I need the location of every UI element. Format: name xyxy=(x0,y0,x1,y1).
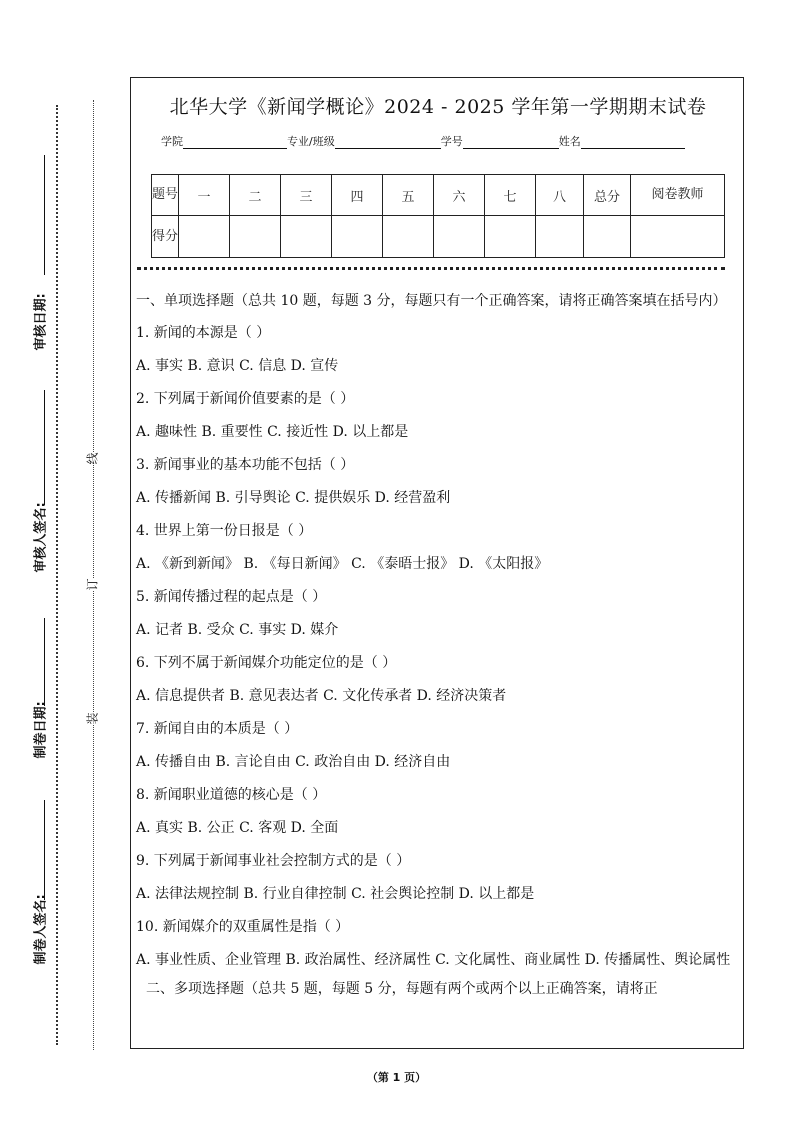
score-label: 得分 xyxy=(152,216,179,258)
reviewer-signature-line xyxy=(44,390,45,505)
question-options: A. 记者 B. 受众 C. 事实 D. 媒介 xyxy=(136,622,339,638)
review-date-label: 审核日期: xyxy=(33,293,49,351)
question: 4. 世界上第一份日报是（ ） xyxy=(136,523,313,539)
question: 9. 下列属于新闻事业社会控制方式的是（ ） xyxy=(136,853,411,869)
student-id-label: 学号 xyxy=(440,135,463,148)
col-header: 五 xyxy=(383,175,434,216)
col-header-total: 总分 xyxy=(584,175,631,216)
question-options: A. 真实 B. 公正 C. 客观 D. 全面 xyxy=(136,820,339,836)
col-header: 四 xyxy=(332,175,383,216)
student-id-field[interactable] xyxy=(463,136,559,149)
college-label: 学院 xyxy=(161,135,183,148)
reviewer-signature-label: 审核人签名: xyxy=(33,502,49,573)
binding-mark-staple: 订 xyxy=(82,578,103,590)
score-cell[interactable] xyxy=(536,216,584,258)
score-cell-grader[interactable] xyxy=(631,216,725,258)
col-header: 七 xyxy=(485,175,536,216)
question-options: A. 《新到新闻》 B. 《每日新闻》 C. 《泰晤士报》 D. 《太阳报》 xyxy=(136,556,549,572)
exam-title: 北华大学《新闻学概论》2024 - 2025 学年第一学期期末试卷 xyxy=(169,96,707,118)
student-info-line xyxy=(161,133,685,149)
col-header: 三 xyxy=(281,175,332,216)
col-header: 二 xyxy=(230,175,281,216)
binding-mark-line: 线 xyxy=(82,452,103,464)
score-table-header-row xyxy=(152,175,725,216)
section2-heading: 二、多项选择题（总共 5 题，每题 5 分，每题有两个或两个以上正确答案，请将正 xyxy=(146,981,658,997)
score-cell[interactable] xyxy=(383,216,434,258)
question-number-label: 题号 xyxy=(152,175,179,216)
dotted-separator xyxy=(137,267,725,270)
score-table xyxy=(151,174,725,258)
seal-dotted-line xyxy=(56,105,58,1045)
compiler-signature-line xyxy=(44,800,45,900)
page-number: （第 1 页） xyxy=(366,1071,427,1084)
score-cell[interactable] xyxy=(230,216,281,258)
major-class-label: 专业/班级 xyxy=(287,135,335,148)
exam-content xyxy=(136,292,740,999)
question: 10. 新闻媒介的双重属性是指（ ） xyxy=(136,919,350,935)
question-options: A. 传播新闻 B. 引导舆论 C. 提供娱乐 D. 经营盈利 xyxy=(136,490,451,506)
col-header: 六 xyxy=(434,175,485,216)
compiler-signature-label: 制卷人签名: xyxy=(33,894,49,965)
question: 2. 下列属于新闻价值要素的是（ ） xyxy=(136,391,355,407)
question: 8. 新闻职业道德的核心是（ ） xyxy=(136,787,327,803)
compile-date-line xyxy=(44,618,45,706)
binding-margin xyxy=(0,0,128,1122)
col-header: 八 xyxy=(536,175,584,216)
question-options: A. 事业性质、企业管理 B. 政治属性、经济属性 C. 文化属性、商业属性 D. 传播属性、舆论属性 xyxy=(136,952,731,968)
college-field[interactable] xyxy=(183,136,287,149)
section1-heading: 一、单项选择题（总共 10 题，每题 3 分，每题只有一个正确答案，请将正确答案填在括号内） xyxy=(136,293,727,309)
question: 3. 新闻事业的基本功能不包括（ ） xyxy=(136,457,355,473)
score-cell[interactable] xyxy=(332,216,383,258)
question: 6. 下列不属于新闻媒介功能定位的是（ ） xyxy=(136,655,397,671)
question: 5. 新闻传播过程的起点是（ ） xyxy=(136,589,327,605)
binding-dotted-line xyxy=(93,100,94,1050)
question-options: A. 趣味性 B. 重要性 C. 接近性 D. 以上都是 xyxy=(136,424,409,440)
compile-date-label: 制卷日期: xyxy=(33,701,49,759)
score-table-score-row xyxy=(152,216,725,258)
score-cell[interactable] xyxy=(434,216,485,258)
question-options: A. 传播自由 B. 言论自由 C. 政治自由 D. 经济自由 xyxy=(136,754,451,770)
binding-mark-bind: 装 xyxy=(82,712,103,724)
question: 7. 新闻自由的本质是（ ） xyxy=(136,721,299,737)
score-cell[interactable] xyxy=(179,216,230,258)
review-date-line xyxy=(44,155,45,275)
question-options: A. 事实 B. 意识 C. 信息 D. 宣传 xyxy=(136,358,339,374)
name-field[interactable] xyxy=(581,136,685,149)
major-class-field[interactable] xyxy=(335,136,441,149)
question-options: A. 法律法规控制 B. 行业自律控制 C. 社会舆论控制 D. 以上都是 xyxy=(136,886,535,902)
score-cell[interactable] xyxy=(281,216,332,258)
col-header: 一 xyxy=(179,175,230,216)
score-cell[interactable] xyxy=(485,216,536,258)
score-cell-total[interactable] xyxy=(584,216,631,258)
question-options: A. 信息提供者 B. 意见表达者 C. 文化传承者 D. 经济决策者 xyxy=(136,688,507,704)
col-header-grader: 阅卷教师 xyxy=(631,175,725,216)
question: 1. 新闻的本源是（ ） xyxy=(136,325,271,341)
exam-frame xyxy=(130,77,744,1049)
name-label: 姓名 xyxy=(558,135,581,148)
